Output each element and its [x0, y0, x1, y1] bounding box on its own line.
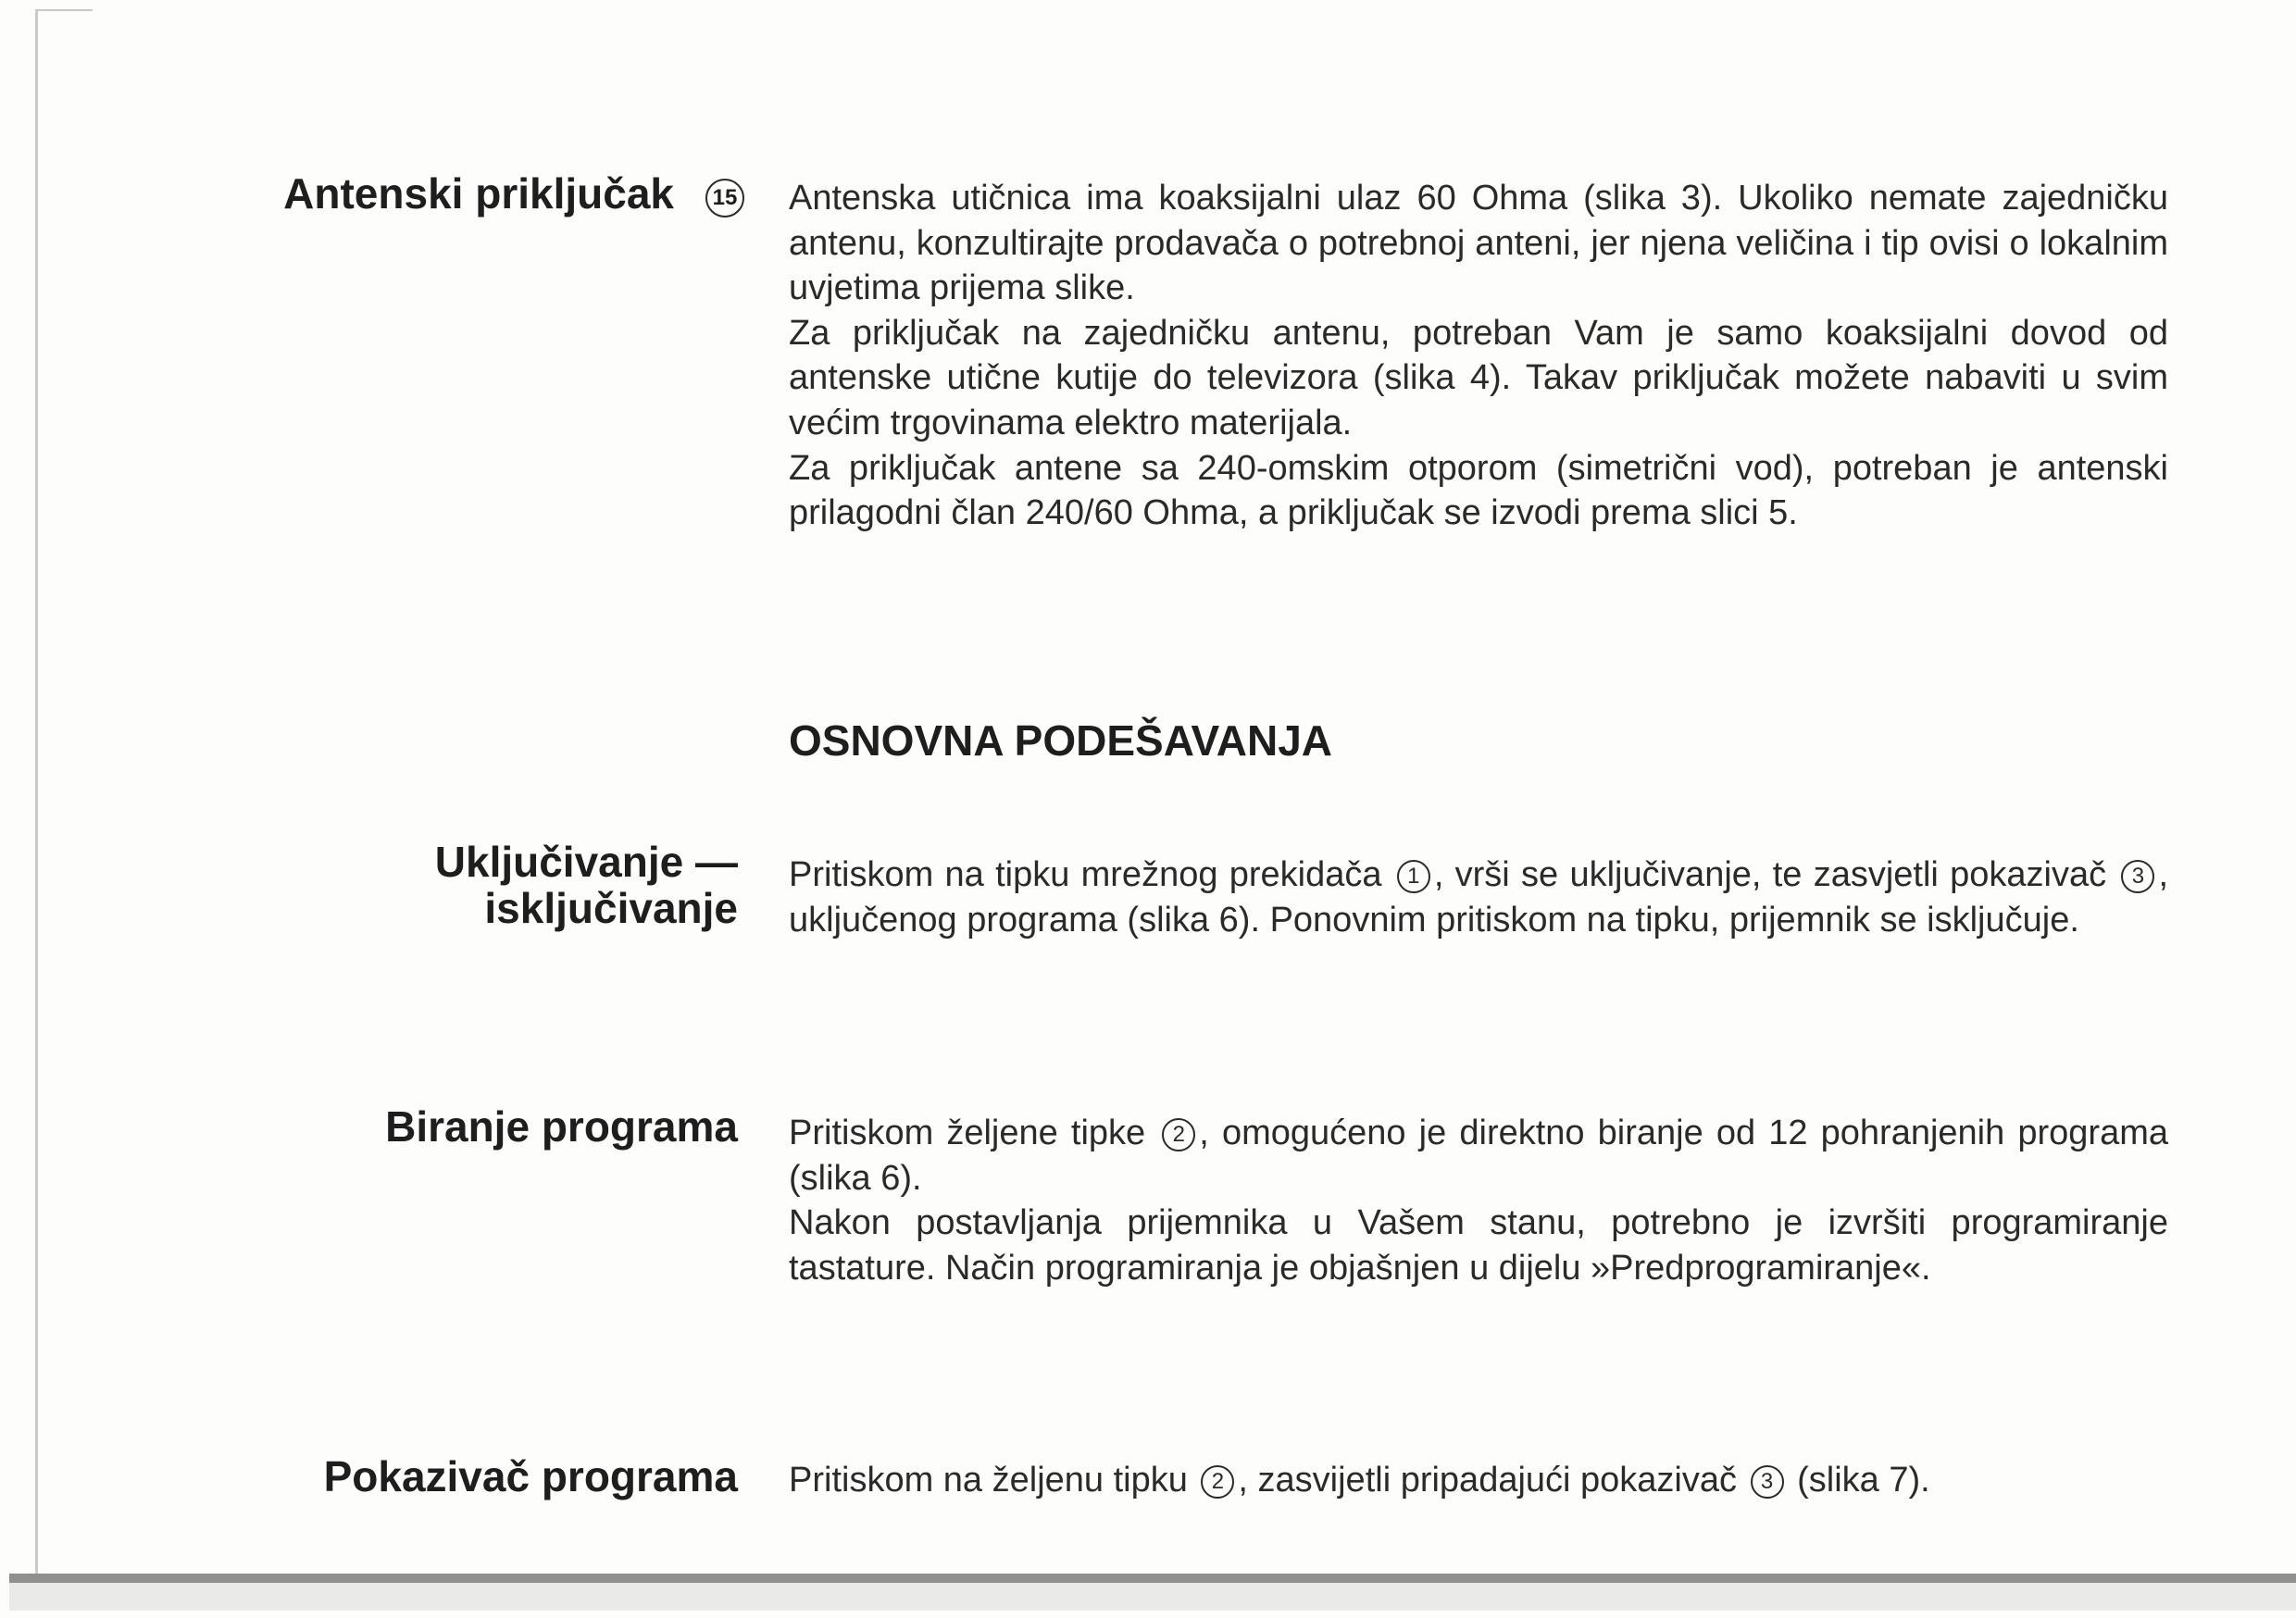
page-edge-left [35, 9, 38, 1574]
section-label: Pokazivač programa [323, 1452, 738, 1500]
section-label: Biranje programa [385, 1102, 738, 1151]
text-run: , zasvijetli pripadajući pokazivač [1238, 1461, 1747, 1500]
text-run: , uključenog programa (slika 6). Ponovnim pritiskom na tipku, prijemnik se isključuje. [789, 855, 2168, 940]
marker-3-icon: 3 [2121, 860, 2154, 893]
paragraph: Antenska utičnica ima koaksijalni ulaz 60 Ohma (slika 3). Ukoliko nemate zajedničku antenu, konzultirajte prodavača o potrebnoj anteni, jer njena veličina i tip ovisi o lokalnim uvjetima prijema slike. [789, 179, 2168, 308]
section-heading: OSNOVNA PODEŠAVANJA [789, 716, 1333, 765]
paragraph: Nakon postavljanja prijemnika u Vašem stanu, potrebno je izvršiti programiranje tastature. Način programiranja je objašnjen u dijelu »Predprogramiranje«. [789, 1203, 2168, 1288]
section-label [435, 839, 738, 931]
paragraph [789, 1458, 2168, 1503]
text-run: Pritiskom na tipku mrežnog prekidača [789, 855, 1393, 894]
text-run: (slika 7). [1787, 1461, 1930, 1500]
paragraph [789, 853, 2168, 942]
marker-3-icon: 3 [1751, 1465, 1784, 1499]
paragraph: Za priključak na zajedničku antenu, potreban Vam je samo koaksijalni dovod od antenske utične kutije do televizora (slika 4). Takav priključak možete nabaviti u svim većim trgovinama elektro materijala. [789, 313, 2168, 442]
section-label [283, 170, 748, 218]
text-run: , vrši se uključivanje, te zasvjetli pokazivač [1433, 855, 2118, 894]
marker-2-icon: 2 [1201, 1465, 1234, 1499]
label-text: Antenski priključak [283, 169, 674, 218]
page-edge-top [35, 9, 93, 11]
label-line-1: Uključivanje — [434, 838, 738, 886]
section-body [789, 1458, 2168, 1503]
marker-15-icon: 15 [705, 179, 744, 218]
page-edge-bottom [9, 1574, 2296, 1611]
text-run: , omogućeno je direktno biranje od 12 pohranjenih programa (slika 6). [789, 1114, 2168, 1198]
marker-1-icon: 1 [1397, 860, 1430, 893]
section-body [789, 1111, 2168, 1290]
section-body [789, 176, 2168, 536]
text-run: Pritiskom željene tipke [789, 1114, 1159, 1152]
label-line-2: isključivanje [484, 884, 738, 932]
section-body [789, 853, 2168, 942]
paragraph [789, 1111, 2168, 1201]
text-run: Pritiskom na željenu tipku [789, 1461, 1198, 1500]
paragraph: Za priključak antene sa 240-omskim otporom (simetrični vod), potreban je antenski prilagodni član 240/60 Ohma, a priključak se izvodi prema slici 5. [789, 448, 2168, 533]
marker-2-icon: 2 [1162, 1118, 1195, 1151]
